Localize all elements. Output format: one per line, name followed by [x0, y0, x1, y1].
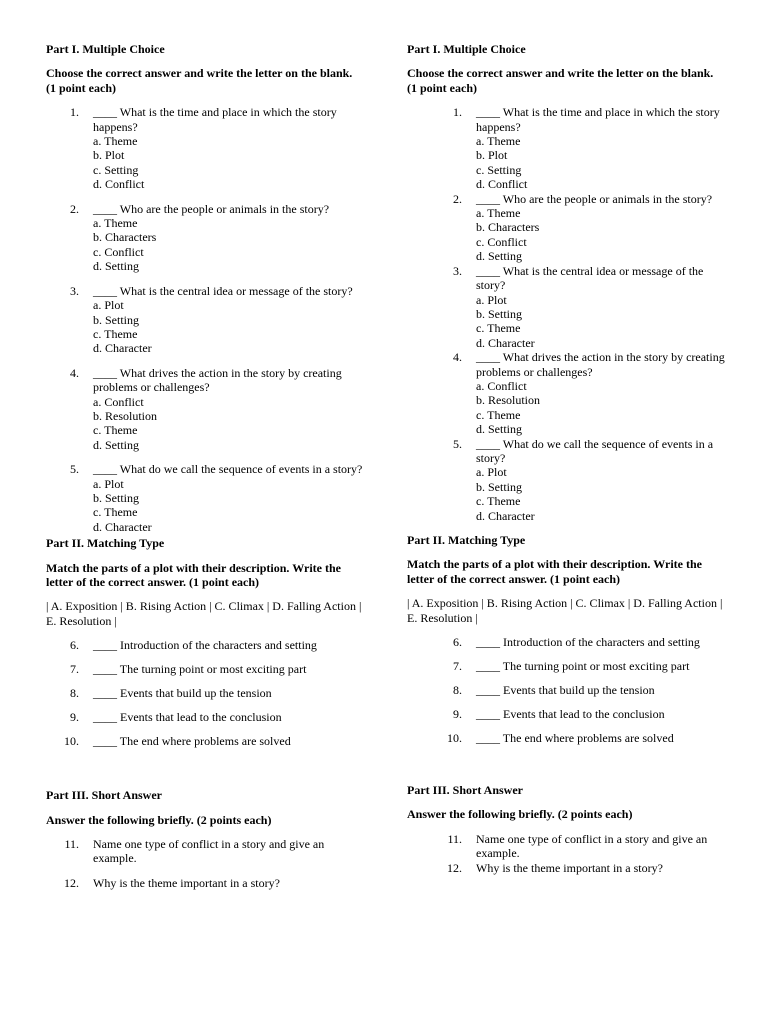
- option: b. Setting: [476, 306, 523, 321]
- option: b. Resolution: [476, 393, 541, 408]
- question-item: [46, 284, 364, 356]
- part2-heading: Part II. Matching Type: [407, 533, 526, 547]
- part2-instruction: Match the parts of a plot with their description. Write the letter of the correct answer. (1 point each): [407, 557, 702, 586]
- item-text: ____ Events that build up the tension: [93, 686, 272, 701]
- item-number: 7.: [70, 662, 79, 677]
- question-number: 3.: [70, 283, 79, 298]
- part1-question-list: [407, 105, 725, 523]
- option: c. Theme: [93, 326, 138, 341]
- matching-item: [46, 686, 364, 700]
- question-number: 3.: [453, 263, 462, 278]
- item-number: 6.: [453, 635, 462, 650]
- option: a. Conflict: [476, 378, 527, 393]
- matching-item: [407, 731, 725, 745]
- part3-instruction: Answer the following briefly. (2 points each): [46, 812, 272, 827]
- question-number: 1.: [70, 105, 79, 120]
- part2-item-list: [46, 638, 364, 748]
- part3-heading: Part III. Short Answer: [407, 783, 523, 798]
- part3-item-list: [46, 837, 364, 890]
- part1-heading: Part I. Multiple Choice: [46, 42, 165, 56]
- item-number: 6.: [70, 638, 79, 653]
- option: d. Character: [476, 508, 535, 523]
- item-text: Name one type of conflict in a story and give an example.: [476, 831, 708, 861]
- question-text: ____ What is the central idea or message of the story?: [93, 283, 353, 298]
- part3-item-list: [407, 832, 725, 875]
- question-text: ____ What is the time and place in which the story happens?: [93, 105, 337, 134]
- option: a. Theme: [476, 134, 521, 149]
- plot-parts-line: | A. Exposition | B. Rising Action | C. Climax | D. Falling Action | E. Resolution |: [46, 599, 362, 628]
- option: b. Setting: [93, 312, 140, 327]
- item-number: 10.: [447, 731, 462, 746]
- option: c. Theme: [93, 423, 138, 438]
- short-answer-item: [46, 876, 364, 890]
- item-number: 8.: [453, 683, 462, 698]
- matching-item: [407, 707, 725, 721]
- option: a. Theme: [93, 216, 138, 231]
- item-number: 12.: [64, 875, 79, 890]
- option: d. Setting: [93, 259, 140, 274]
- part1-heading: Part I. Multiple Choice: [407, 42, 526, 56]
- question-item: [46, 105, 364, 191]
- matching-item: [407, 635, 725, 649]
- left-column: [46, 42, 364, 900]
- question-text: ____ Who are the people or animals in the story?: [476, 191, 713, 206]
- option: a. Plot: [93, 298, 124, 313]
- option: c. Setting: [93, 162, 139, 177]
- part3-instruction: Answer the following briefly. (2 points each): [407, 807, 633, 822]
- item-text: Why is the theme important in a story?: [93, 875, 280, 890]
- options-block: [407, 134, 725, 192]
- item-text: ____ The turning point or most exciting part: [476, 659, 690, 674]
- item-number: 11.: [447, 831, 462, 846]
- options-block: [407, 293, 725, 351]
- part2-instruction: Match the parts of a plot with their description. Write the letter of the correct answer. (1 point each): [46, 560, 341, 589]
- spacer: [407, 755, 725, 783]
- options-block: [407, 379, 725, 437]
- question-number: 2.: [70, 201, 79, 216]
- option: d. Character: [476, 335, 535, 350]
- item-text: ____ The end where problems are solved: [93, 734, 291, 749]
- matching-item: [46, 734, 364, 748]
- item-number: 9.: [453, 707, 462, 722]
- option: b. Plot: [476, 148, 508, 163]
- options-block: [407, 206, 725, 264]
- question-item: [46, 202, 364, 274]
- item-number: 10.: [64, 734, 79, 749]
- question-text: ____ What is the central idea or message of the story?: [476, 263, 704, 293]
- short-answer-item: [407, 861, 725, 875]
- spacer: [46, 758, 364, 788]
- short-answer-item: [407, 832, 725, 861]
- option: a. Theme: [476, 206, 521, 221]
- part1-question-list: [46, 105, 364, 534]
- part3-heading: Part III. Short Answer: [46, 788, 162, 803]
- option: b. Characters: [476, 220, 540, 235]
- option: d. Setting: [476, 422, 523, 437]
- option: d. Conflict: [476, 177, 528, 192]
- item-number: 11.: [64, 837, 79, 852]
- item-text: ____ Introduction of the characters and setting: [476, 635, 700, 650]
- option: c. Theme: [476, 321, 521, 336]
- part2-item-list: [407, 635, 725, 745]
- option: a. Conflict: [93, 394, 144, 409]
- option: b. Setting: [476, 479, 523, 494]
- question-number: 4.: [70, 365, 79, 380]
- question-text: ____ What drives the action in the story by creating problems or challenges?: [93, 365, 342, 395]
- question-number: 1.: [453, 105, 462, 120]
- option: c. Theme: [476, 494, 521, 509]
- option: a. Plot: [476, 465, 507, 480]
- question-text: ____ Who are the people or animals in the story?: [93, 201, 330, 216]
- matching-item: [407, 659, 725, 673]
- option: d. Conflict: [93, 177, 145, 192]
- short-answer-item: [46, 837, 364, 866]
- option: b. Resolution: [93, 408, 158, 423]
- option: a. Plot: [476, 292, 507, 307]
- question-item: [407, 192, 725, 206]
- plot-parts-line: | A. Exposition | B. Rising Action | C. Climax | D. Falling Action | E. Resolution |: [407, 596, 723, 625]
- question-item: [407, 105, 725, 134]
- option: a. Plot: [93, 476, 124, 491]
- option: d. Setting: [476, 249, 523, 264]
- question-text: ____ What do we call the sequence of events in a story?: [93, 462, 363, 477]
- option: c. Theme: [93, 505, 138, 520]
- question-text: ____ What drives the action in the story by creating problems or challenges?: [476, 350, 725, 379]
- question-item: [46, 366, 364, 452]
- question-item: [407, 264, 725, 293]
- option: d. Character: [93, 519, 152, 534]
- part1-instruction: Choose the correct answer and write the letter on the blank. (1 point each): [407, 66, 714, 95]
- item-text: ____ The end where problems are solved: [476, 731, 674, 746]
- matching-item: [46, 638, 364, 652]
- item-number: 8.: [70, 686, 79, 701]
- part1-instruction: Choose the correct answer and write the letter on the blank. (1 point each): [46, 66, 353, 95]
- matching-item: [46, 710, 364, 724]
- option: a. Theme: [93, 134, 138, 149]
- option: b. Plot: [93, 148, 125, 163]
- question-item: [46, 462, 364, 534]
- item-number: 9.: [70, 710, 79, 725]
- question-text: ____ What is the time and place in which the story happens?: [476, 105, 720, 134]
- option: b. Characters: [93, 230, 157, 245]
- option: c. Theme: [476, 407, 521, 422]
- question-number: 2.: [453, 191, 462, 206]
- question-text: ____ What do we call the sequence of events in a story?: [476, 436, 714, 465]
- item-text: Name one type of conflict in a story and give an example.: [93, 837, 325, 866]
- item-text: Why is the theme important in a story?: [476, 860, 663, 875]
- matching-item: [407, 683, 725, 697]
- matching-item: [46, 662, 364, 676]
- question-number: 5.: [70, 462, 79, 477]
- option: c. Setting: [476, 162, 522, 177]
- item-text: ____ Events that lead to the conclusion: [93, 710, 282, 725]
- item-text: ____ Introduction of the characters and setting: [93, 638, 317, 653]
- question-item: [407, 350, 725, 379]
- item-text: ____ Events that lead to the conclusion: [476, 707, 665, 722]
- item-text: ____ The turning point or most exciting part: [93, 662, 307, 677]
- options-block: [407, 465, 725, 523]
- item-text: ____ Events that build up the tension: [476, 683, 655, 698]
- part2-heading: Part II. Matching Type: [46, 536, 165, 551]
- question-item: [407, 437, 725, 466]
- item-number: 7.: [453, 659, 462, 674]
- question-number: 4.: [453, 350, 462, 365]
- question-number: 5.: [453, 436, 462, 451]
- option: d. Setting: [93, 437, 140, 452]
- item-number: 12.: [447, 860, 462, 875]
- option: b. Setting: [93, 490, 140, 505]
- option: c. Conflict: [93, 244, 144, 259]
- option: c. Conflict: [476, 234, 527, 249]
- option: d. Character: [93, 341, 152, 356]
- right-column: [407, 42, 725, 875]
